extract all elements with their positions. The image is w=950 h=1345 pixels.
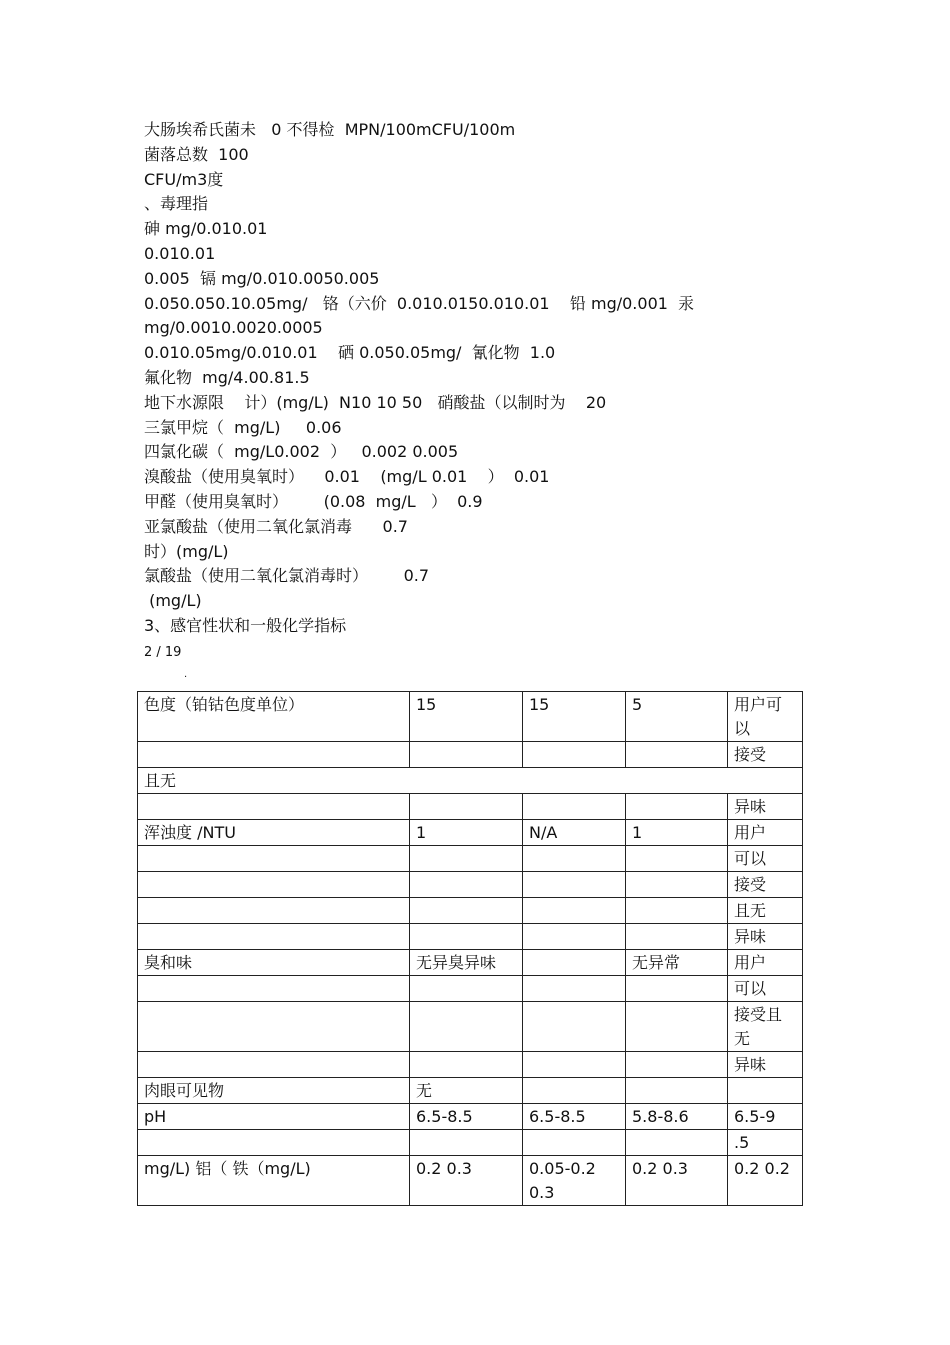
table-cell xyxy=(626,1130,728,1156)
text-line: 甲醛（使用臭氧时） (0.08 mg/L ） 0.9 xyxy=(144,491,483,511)
table-cell: 0.2 0.3 xyxy=(410,1156,523,1206)
table-row xyxy=(138,1104,803,1130)
text-line: 0.010.05mg/0.010.01 硒 0.050.05mg/ 氰化物 1.0 xyxy=(144,343,556,363)
table-cell: 接受 xyxy=(728,742,803,768)
text-line: 、毒理指 xyxy=(144,194,209,214)
table-cell: 6.5-9 xyxy=(728,1104,803,1130)
table-row xyxy=(138,1156,803,1206)
table-cell: 异味 xyxy=(728,924,803,950)
page-number: 2 / 19 xyxy=(144,645,182,660)
table-cell: 15 xyxy=(523,692,626,742)
table-cell: 用户 xyxy=(728,950,803,976)
table-cell: 且无 xyxy=(138,768,803,794)
table-cell: 用户可以 xyxy=(728,692,803,742)
table-row xyxy=(138,1002,803,1052)
table-cell xyxy=(523,898,626,924)
table-cell xyxy=(410,742,523,768)
table-row xyxy=(138,872,803,898)
table-cell: 6.5-8.5 xyxy=(523,1104,626,1130)
table-row xyxy=(138,742,803,768)
text-line: 0.005 镉 mg/0.010.0050.005 xyxy=(144,268,380,288)
table-cell xyxy=(523,794,626,820)
text-line: (mg/L) xyxy=(144,591,202,611)
table-cell: 肉眼可见物 xyxy=(138,1078,410,1104)
table-cell xyxy=(523,1002,626,1052)
table-row xyxy=(138,950,803,976)
table-cell xyxy=(728,1078,803,1104)
table-cell xyxy=(410,846,523,872)
body-text xyxy=(144,118,864,639)
text-line: 三氯甲烷（ mg/L) 0.06 xyxy=(144,417,342,437)
table-cell: 0.2 0.3 xyxy=(626,1156,728,1206)
table-cell xyxy=(626,924,728,950)
table-cell xyxy=(138,924,410,950)
table-cell xyxy=(626,846,728,872)
table-cell xyxy=(523,1078,626,1104)
table-cell: pH xyxy=(138,1104,410,1130)
table-cell: 5 xyxy=(626,692,728,742)
table-cell xyxy=(523,742,626,768)
table-cell: 用户 xyxy=(728,820,803,846)
table-cell xyxy=(410,1002,523,1052)
table-cell: 15 xyxy=(410,692,523,742)
table-row xyxy=(138,794,803,820)
table-cell xyxy=(523,950,626,976)
table-cell: 可以 xyxy=(728,846,803,872)
table-cell xyxy=(410,1052,523,1078)
table-cell xyxy=(138,794,410,820)
table-cell xyxy=(523,976,626,1002)
table-cell: 异味 xyxy=(728,794,803,820)
table-cell: 5.8-8.6 xyxy=(626,1104,728,1130)
table-cell: mg/L) 铝（ 铁（mg/L) xyxy=(138,1156,410,1206)
table-cell: 且无 xyxy=(728,898,803,924)
table-cell xyxy=(626,1052,728,1078)
text-line: 氯酸盐（使用二氧化氯消毒时） 0.7 xyxy=(144,566,430,586)
text-line: 地下水源限 计）(mg/L) N10 10 50 硝酸盐（以制时为 20 xyxy=(144,392,607,412)
table-cell xyxy=(138,1052,410,1078)
table-row xyxy=(138,820,803,846)
text-line: mg/0.0010.0020.0005 xyxy=(144,318,323,338)
table-cell: 可以 xyxy=(728,976,803,1002)
table-cell: 1 xyxy=(626,820,728,846)
table-row xyxy=(138,1078,803,1104)
text-line: 亚氯酸盐（使用二氧化氯消毒 0.7 xyxy=(144,516,408,536)
table-cell: 接受且无 xyxy=(728,1002,803,1052)
table-cell xyxy=(523,872,626,898)
table-cell: 0.05-0.2 0.3 xyxy=(523,1156,626,1206)
table-cell xyxy=(626,1078,728,1104)
table-row xyxy=(138,846,803,872)
table-row xyxy=(138,692,803,742)
table-cell xyxy=(410,976,523,1002)
table-row xyxy=(138,768,803,794)
table-cell xyxy=(410,794,523,820)
table-cell xyxy=(626,976,728,1002)
table-cell xyxy=(626,794,728,820)
table-cell xyxy=(138,1130,410,1156)
table-cell xyxy=(626,872,728,898)
table-cell xyxy=(523,924,626,950)
table-cell xyxy=(138,872,410,898)
table-row xyxy=(138,898,803,924)
text-line: 氟化物 mg/4.00.81.5 xyxy=(144,367,310,387)
table-cell: 0.2 0.2 xyxy=(728,1156,803,1206)
table-cell: 接受 xyxy=(728,872,803,898)
text-line: 砷 mg/0.010.01 xyxy=(144,219,268,239)
table-cell xyxy=(138,1002,410,1052)
table-cell: .5 xyxy=(728,1130,803,1156)
text-line: CFU/m3度 xyxy=(144,169,224,189)
table-row xyxy=(138,976,803,1002)
separator-dot: . xyxy=(184,669,188,680)
table-cell xyxy=(523,1130,626,1156)
table-cell xyxy=(626,898,728,924)
table-cell xyxy=(410,872,523,898)
table-cell: 无异常 xyxy=(626,950,728,976)
text-line: 时）(mg/L) xyxy=(144,541,229,561)
table-cell xyxy=(138,742,410,768)
table-cell xyxy=(523,1052,626,1078)
text-line: 大肠埃希氏菌未 0 不得检 MPN/100mCFU/100m xyxy=(144,120,516,139)
text-line: 四氯化碳（ mg/L0.002 ） 0.002 0.005 xyxy=(144,442,459,462)
table-cell: 色度（铂钴色度单位） xyxy=(138,692,410,742)
table-cell xyxy=(626,1002,728,1052)
table-cell: 浑浊度 /NTU xyxy=(138,820,410,846)
table-cell: 无异臭异味 xyxy=(410,950,523,976)
text-line: 溴酸盐（使用臭氧时） 0.01 (mg/L 0.01 ） 0.01 xyxy=(144,467,550,487)
table-cell xyxy=(138,976,410,1002)
indicator-table xyxy=(137,691,803,1206)
table-cell xyxy=(410,924,523,950)
text-line: 0.050.050.10.05mg/ 铬（六价 0.010.0150.010.01 铅 mg/0.001 汞 xyxy=(144,293,695,313)
table-row xyxy=(138,924,803,950)
table-cell: 异味 xyxy=(728,1052,803,1078)
table-cell: N/A xyxy=(523,820,626,846)
table-cell: 1 xyxy=(410,820,523,846)
table-cell xyxy=(410,898,523,924)
table-cell: 臭和味 xyxy=(138,950,410,976)
table-cell: 6.5-8.5 xyxy=(410,1104,523,1130)
table-cell xyxy=(138,846,410,872)
text-line: 菌落总数 100 xyxy=(144,144,249,164)
table-row xyxy=(138,1130,803,1156)
table-row xyxy=(138,1052,803,1078)
table-cell xyxy=(410,1130,523,1156)
table-cell xyxy=(626,742,728,768)
table-cell: 无 xyxy=(410,1078,523,1104)
text-line: 3、感官性状和一般化学指标 xyxy=(144,615,347,635)
table-cell xyxy=(138,898,410,924)
text-line: 0.010.01 xyxy=(144,243,216,263)
table-cell xyxy=(523,846,626,872)
